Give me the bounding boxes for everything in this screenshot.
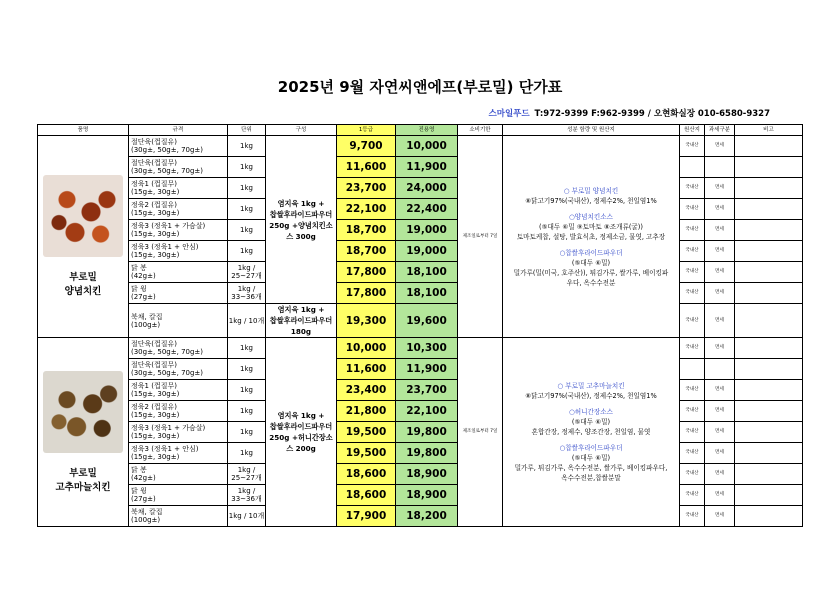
product-photo — [43, 371, 123, 453]
spec-cell: 닭 봉 (42g±) — [129, 464, 228, 485]
grade2-price: 18,900 — [396, 464, 458, 485]
note-cell — [735, 506, 803, 527]
unit-cell: 1kg — [228, 380, 266, 401]
table-row — [38, 136, 803, 157]
composition-cell: 염지육 1kg + 찹쌀후라이드파우더 250g +허니간장소 스 200g — [266, 338, 337, 527]
table-row — [38, 464, 803, 485]
unit-cell: 1kg / 10개 — [228, 304, 266, 338]
ingredient-heading: ○양념치킨소스 — [569, 212, 613, 221]
origin-cell: 국내산 — [680, 422, 705, 443]
tax-cell: 면세 — [705, 401, 735, 422]
page-title: 2025년 9월 자연씨앤에프(부로밀) 단가표 — [277, 78, 563, 96]
spec-cell: 절단육(껍질무) (30g±, 50g±, 70g±) — [129, 157, 228, 178]
origin-cell: 국내산 — [680, 304, 705, 338]
note-cell — [735, 220, 803, 241]
spec-cell: 절단육(껍질유) (30g±, 50g±, 70g±) — [129, 338, 228, 359]
origin-cell — [680, 359, 705, 380]
origin-cell: 국내산 — [680, 506, 705, 527]
grade1-price: 21,800 — [337, 401, 396, 422]
note-cell — [735, 157, 803, 178]
origin-cell: 국내산 — [680, 283, 705, 304]
origin-cell: 국내산 — [680, 199, 705, 220]
table-row — [38, 178, 803, 199]
grade2-price: 22,400 — [396, 199, 458, 220]
tax-cell: 면세 — [705, 338, 735, 359]
unit-cell: 1kg — [228, 220, 266, 241]
table-row — [38, 262, 803, 283]
tax-cell: 면세 — [705, 443, 735, 464]
note-cell — [735, 338, 803, 359]
grade1-price: 11,600 — [337, 359, 396, 380]
ingredient-heading: ○ 부로밀 양념치킨 — [563, 186, 619, 195]
grade2-price: 22,100 — [396, 401, 458, 422]
tax-cell: 면세 — [705, 380, 735, 401]
unit-cell: 1kg — [228, 443, 266, 464]
note-cell — [735, 136, 803, 157]
table-row — [38, 241, 803, 262]
note-cell — [735, 464, 803, 485]
grade1-price: 17,900 — [337, 506, 396, 527]
grade1-price: 9,700 — [337, 136, 396, 157]
table-row — [38, 199, 803, 220]
note-cell — [735, 262, 803, 283]
spec-cell: 정육1 (껍질무) (15g±, 30g±) — [129, 380, 228, 401]
expiry-cell: 제조일로부터 7일 — [458, 136, 503, 338]
note-cell — [735, 283, 803, 304]
header-grade1: 1등급 — [337, 125, 396, 136]
product-name — [38, 467, 128, 495]
note-cell — [735, 401, 803, 422]
contact-info — [489, 107, 770, 119]
grade1-price: 18,600 — [337, 464, 396, 485]
unit-cell: 1kg / 25~27개 — [228, 464, 266, 485]
ingredient-text: (⑤대두 ⑥밀) 혼합간장, 정제수, 양조간장, 천일염, 물엿 — [531, 418, 651, 436]
spec-cell: 북채, 칼집 (100g±) — [129, 506, 228, 527]
product-name-line1: 부로밀 — [69, 272, 97, 283]
unit-cell: 1kg / 10개 — [228, 506, 266, 527]
product-cell — [38, 136, 129, 338]
table-row — [38, 443, 803, 464]
unit-cell: 1kg — [228, 338, 266, 359]
origin-cell: 국내산 — [680, 241, 705, 262]
origin-cell: 국내산 — [680, 485, 705, 506]
ingredient-heading: ○찹쌀후라이드파우더 — [559, 248, 623, 257]
spec-cell: 정육2 (껍질유) (15g±, 30g±) — [129, 401, 228, 422]
ingredient-heading: ○ 부로밀 고추마늘치킨 — [557, 382, 625, 390]
grade1-price: 18,700 — [337, 241, 396, 262]
note-cell — [735, 178, 803, 199]
tax-cell — [705, 359, 735, 380]
origin-cell: 국내산 — [680, 464, 705, 485]
grade2-price: 10,300 — [396, 338, 458, 359]
ingredient-text: ⑧닭고기97%(국내산), 정제수2%, 천일염1% — [525, 392, 657, 400]
unit-cell: 1kg — [228, 359, 266, 380]
note-cell — [735, 199, 803, 220]
origin-cell: 국내산 — [680, 220, 705, 241]
table-row — [38, 506, 803, 527]
grade2-price: 18,900 — [396, 485, 458, 506]
grade1-price: 10,000 — [337, 338, 396, 359]
origin-cell: 국내산 — [680, 136, 705, 157]
unit-cell: 1kg — [228, 241, 266, 262]
origin-cell: 국내산 — [680, 380, 705, 401]
grade2-price: 23,700 — [396, 380, 458, 401]
grade2-price: 19,800 — [396, 422, 458, 443]
tax-cell: 면세 — [705, 178, 735, 199]
product-photo — [43, 175, 123, 257]
grade1-price: 19,500 — [337, 422, 396, 443]
header-spec: 규격 — [129, 125, 228, 136]
note-cell — [735, 485, 803, 506]
table-row — [38, 157, 803, 178]
table-row — [38, 380, 803, 401]
brand-name: 스마일푸드 — [488, 109, 530, 119]
header-composition: 구성 — [266, 125, 337, 136]
unit-cell: 1kg — [228, 136, 266, 157]
header-expiry: 소비기한 — [458, 125, 503, 136]
grade1-price: 11,600 — [337, 157, 396, 178]
grade1-price: 18,600 — [337, 485, 396, 506]
tax-cell: 면세 — [705, 304, 735, 338]
note-cell — [735, 422, 803, 443]
spec-cell: 정육3 (정육1 + 가슴살) (15g±, 30g±) — [129, 422, 228, 443]
spec-cell: 절단육(껍질무) (30g±, 50g±, 70g±) — [129, 359, 228, 380]
table-row — [38, 304, 803, 338]
unit-cell: 1kg / 33~36개 — [228, 485, 266, 506]
grade2-price: 18,200 — [396, 506, 458, 527]
table-row — [38, 220, 803, 241]
product-name — [38, 271, 128, 299]
tax-cell: 면세 — [705, 422, 735, 443]
spec-cell: 닭 윙 (27g±) — [129, 485, 228, 506]
spec-cell: 닭 윙 (27g±) — [129, 283, 228, 304]
note-cell — [735, 380, 803, 401]
note-cell — [735, 304, 803, 338]
table-row — [38, 359, 803, 380]
grade1-price: 17,800 — [337, 262, 396, 283]
tax-cell: 면세 — [705, 136, 735, 157]
product-name-line2: 양념치킨 — [64, 286, 102, 297]
spec-cell: 정육3 (정육1 + 가슴살) (15g±, 30g±) — [129, 220, 228, 241]
tax-cell: 면세 — [705, 199, 735, 220]
header-unit: 단위 — [228, 125, 266, 136]
origin-cell: 국내산 — [680, 262, 705, 283]
ingredient-heading: ○찹쌀후라이드파우더 — [559, 444, 623, 452]
ingredient-text: (⑤대두 ⑥밀) 밀가루, 튀김가루, 옥수수전분, 쌀가루, 베이킹파우다, 옥수수전분,찹쌀분말 — [514, 454, 668, 482]
spec-cell: 절단육(껍질유) (30g±, 50g±, 70g±) — [129, 136, 228, 157]
product-name-line1: 부로밀 — [69, 467, 97, 479]
ingredient-text: (⑤대두 ⑥밀 ⑨토마토 ⑧조개류(굴)) 토마토케찹, 설탕, 발효식초, 정제소금, 물엿, 고추장 — [516, 222, 666, 241]
price-table — [37, 124, 803, 527]
tax-cell: 면세 — [705, 506, 735, 527]
ingredient-text: ⑧닭고기97%(국내산), 정제수2%, 천일염1% — [525, 196, 657, 205]
grade2-price: 10,000 — [396, 136, 458, 157]
header-tax: 과세구분 — [705, 125, 735, 136]
grade1-price: 19,300 — [337, 304, 396, 338]
spec-cell: 정육3 (정육1 + 안심) (15g±, 30g±) — [129, 443, 228, 464]
grade1-price: 22,100 — [337, 199, 396, 220]
spec-cell: 닭 봉 (42g±) — [129, 262, 228, 283]
grade2-price: 19,600 — [396, 304, 458, 338]
composition-cell: 염지육 1kg + 찹쌀후라이드파우더 180g — [266, 304, 337, 338]
tax-cell: 면세 — [705, 283, 735, 304]
unit-cell: 1kg / 25~27개 — [228, 262, 266, 283]
grade1-price: 23,400 — [337, 380, 396, 401]
tax-cell — [705, 157, 735, 178]
unit-cell: 1kg — [228, 401, 266, 422]
spec-cell: 정육2 (껍질유) (15g±, 30g±) — [129, 199, 228, 220]
contact-details: T:972-9399 F:962-9399 / 오현화실장 010-6580-9327 — [534, 109, 770, 119]
unit-cell: 1kg — [228, 422, 266, 443]
ingredient-heading: ○허니간장소스 — [569, 408, 613, 416]
grade2-price: 24,000 — [396, 178, 458, 199]
note-cell — [735, 241, 803, 262]
grade2-price: 18,100 — [396, 262, 458, 283]
grade1-price: 17,800 — [337, 283, 396, 304]
product-name-line2: 고추마늘치킨 — [55, 481, 111, 493]
ingredient-text: (⑤대두 ⑥밀) 밀가루(밀(미국, 호주산)), 튀김가루, 쌀가루, 베이킹파 우다, 옥수수전분 — [513, 258, 669, 287]
origin-cell: 국내산 — [680, 401, 705, 422]
header-note: 비고 — [735, 125, 803, 136]
grade2-price: 11,900 — [396, 157, 458, 178]
table-row — [38, 422, 803, 443]
spec-cell: 정육3 (정육1 + 안심) (15g±, 30g±) — [129, 241, 228, 262]
ingredients-cell — [503, 338, 680, 527]
tax-cell: 면세 — [705, 464, 735, 485]
tax-cell: 면세 — [705, 262, 735, 283]
origin-cell: 국내산 — [680, 443, 705, 464]
product-cell — [38, 338, 129, 527]
spec-cell: 정육1 (껍질무) (15g±, 30g±) — [129, 178, 228, 199]
unit-cell: 1kg — [228, 178, 266, 199]
tax-cell: 면세 — [705, 241, 735, 262]
unit-cell: 1kg — [228, 199, 266, 220]
header-grade2: 진용영 — [396, 125, 458, 136]
origin-cell: 국내산 — [680, 178, 705, 199]
grade2-price: 11,900 — [396, 359, 458, 380]
grade2-price: 19,000 — [396, 241, 458, 262]
grade2-price: 19,800 — [396, 443, 458, 464]
header-row — [38, 125, 803, 136]
note-cell — [735, 359, 803, 380]
tax-cell: 면세 — [705, 485, 735, 506]
spec-cell: 북채, 칼집 (100g±) — [129, 304, 228, 338]
table-row — [38, 338, 803, 359]
grade1-price: 19,500 — [337, 443, 396, 464]
grade2-price: 19,000 — [396, 220, 458, 241]
note-cell — [735, 443, 803, 464]
origin-cell — [680, 157, 705, 178]
table-row — [38, 485, 803, 506]
grade1-price: 23,700 — [337, 178, 396, 199]
tax-cell: 면세 — [705, 220, 735, 241]
unit-cell: 1kg / 33~36개 — [228, 283, 266, 304]
grade1-price: 18,700 — [337, 220, 396, 241]
table-row — [38, 401, 803, 422]
header-origin: 원산지 — [680, 125, 705, 136]
unit-cell: 1kg — [228, 157, 266, 178]
header-ingredients: 성분 함량 및 원산지 — [503, 125, 680, 136]
table-row — [38, 283, 803, 304]
origin-cell: 국내산 — [680, 338, 705, 359]
grade2-price: 18,100 — [396, 283, 458, 304]
expiry-cell: 제조일로부터 7일 — [458, 338, 503, 527]
header-name: 품명 — [38, 125, 129, 136]
ingredients-cell — [503, 136, 680, 338]
composition-cell: 염지육 1kg + 찹쌀후라이드파우더 250g +양념치킨소 스 300g — [266, 136, 337, 304]
